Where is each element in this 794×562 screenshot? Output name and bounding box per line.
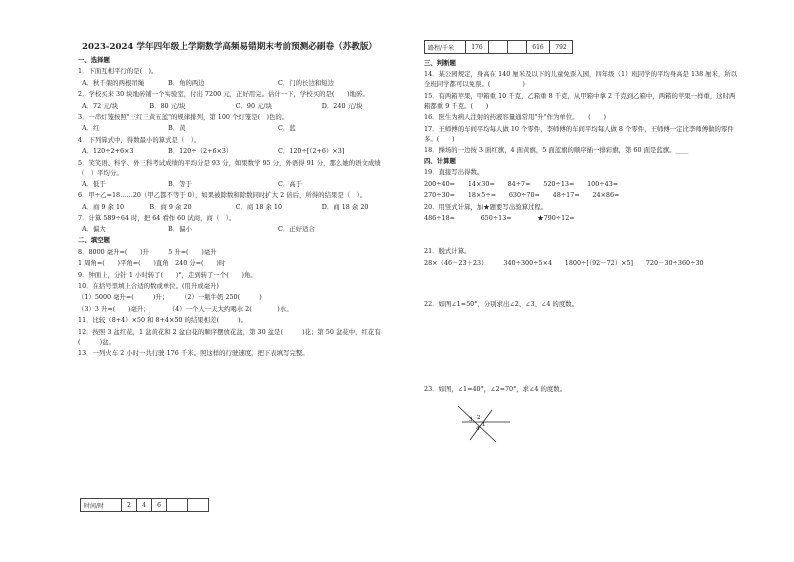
option-text: D．商 18 余 20 <box>321 202 369 211</box>
page-title: 2023-2024 学年四年级上学期数学高频易错期末考前预测必刷卷（苏教版） <box>82 42 378 52</box>
option-text: B．黄 <box>168 124 186 133</box>
option-text: C．高于 <box>278 179 303 188</box>
right-column <box>424 40 764 393</box>
question-text: 1．下面互相平行的是( )。 <box>78 67 158 76</box>
question-text: 6．甲÷乙=18……20（甲乙都不等于 0），如果被除数和除数同时扩大 2 倍后，所得的结果是（ ）。 <box>78 191 367 200</box>
section-heading: 二、填空题 <box>78 236 110 245</box>
angle-label: 1 <box>482 422 486 428</box>
table-cell <box>167 499 188 512</box>
angle-label: 4 <box>476 426 480 432</box>
answer-space <box>424 267 764 297</box>
table-cell <box>508 41 527 54</box>
question-text: 11．比较（8+4）×50 和 8+4×50 的结果相差( )。 <box>78 316 248 325</box>
table-header-cell: 路程/千米 <box>425 41 466 54</box>
question-text: 3．一串灯笼按照"三红三黄五蓝"的规律排列，第 100 个灯笼是( )色的。 <box>78 112 289 121</box>
table-cell: 2 <box>122 499 137 512</box>
question-text: 10．在括号里填上合适的数或单位。(用升或毫升) <box>78 282 219 291</box>
option-text: B．偏小 <box>168 225 192 234</box>
section-heading: 四、计算题 <box>424 156 456 165</box>
question-text: 全班同学都可以免票。( ) <box>424 80 525 89</box>
table-cell: 792 <box>550 41 573 54</box>
option-text: A．红 <box>82 124 100 133</box>
question-text: 箱都重 9 千克。( ) <box>424 101 489 110</box>
answer-options <box>78 102 408 110</box>
left-questions <box>78 56 408 357</box>
question-text: 15．有两箱苹果，甲箱重 10 千克，乙箱重 8 千克，从甲箱中拿 2 千克到乙箱中，两箱的苹果一样重，这时两 <box>424 91 736 100</box>
option-text: C．蓝 <box>278 124 296 133</box>
table-cell: 4 <box>137 499 152 512</box>
option-text: C．120÷[（2+6）×3] <box>278 147 345 156</box>
option-text: B．80 元/块 <box>149 101 186 110</box>
table-row <box>425 41 573 54</box>
table-cell: 6 <box>152 499 167 512</box>
question-text: （ ）平均分。 <box>78 168 123 177</box>
question-text: 14．某公园规定，身高在 140 厘米及以下的儿童免票入园，四年级（1）班同学的平均身高是 138 厘米，所以 <box>424 70 738 79</box>
question-text: 8．8000 毫升=( )升 5 升=( )毫升 <box>78 247 217 256</box>
answer-options <box>78 124 408 132</box>
option-text: C．90 元/块 <box>235 101 272 110</box>
answer-space <box>424 308 764 382</box>
answer-options <box>78 203 408 211</box>
section-heading: 三、判断题 <box>424 59 456 67</box>
question-text: 28×（46－23＋23） 340÷300÷5×4 1800÷[（92－72）×5] 720－30÷360÷30 <box>424 258 704 267</box>
question-text: ( )盆。 <box>78 337 115 346</box>
option-text: B．等于 <box>168 179 192 188</box>
question-text: 7．计算 589÷64 时，把 64 看作 60 试商，商（ ）。 <box>78 214 236 223</box>
section-heading: 一、选择题 <box>78 56 110 64</box>
option-text: A．秋千架的两根吊绳 <box>82 78 145 87</box>
question-text: 20．用竖式计算，加★题要写出验算过程。 <box>424 202 548 211</box>
question-text: 4．下列算式中，得数最小的算式是（ ）。 <box>78 135 201 144</box>
option-text: C．商 18 余 10 <box>235 202 283 211</box>
question-text: 270÷30= 18×5÷= 630÷70= 48÷17= 24×86= <box>424 191 620 200</box>
figure-line-a <box>458 406 496 442</box>
option-text: B．120÷（2+6×3） <box>168 147 233 156</box>
time-table <box>80 498 209 512</box>
question-text: 19．直接写出得数。 <box>424 168 484 177</box>
angle-label: 2 <box>477 415 481 421</box>
left-column <box>78 40 408 357</box>
table-cell: 176 <box>466 41 489 54</box>
table-row <box>81 499 209 512</box>
question-text: 23．如图，∠1=40°，∠2=70°，求∠4 的度数。 <box>424 385 567 394</box>
answer-options <box>78 225 408 233</box>
question-text: （1）5000 毫升=( )升； （2）一瓶牛奶 250( ) <box>78 293 262 302</box>
question-text: 21．脱式计算。 <box>424 247 471 256</box>
question-text: 17．王师傅的车间平均每人做 10 个零件，李师傅的车间平均每人做 8 个零件，王师傅一定比李师傅做的零件 <box>424 124 734 133</box>
question-text: 12．按照 3 盆红花，1 盆黄花和 2 盆白花的顺序摆放花盆，第 30 盆是( )花；第 50 盆花中，红花有 <box>78 327 381 336</box>
table-cell <box>489 41 508 54</box>
question-text: 18．操场的一边按 3 面红旗，4 面黄旗，5 面蓝旗的顺序插一排彩旗，第 60 面是蓝旗。____ <box>424 145 689 154</box>
question-text: 2．学校买来 30 块地砖铺一个实验室，付出 7200 元，正好用完。估计一下，学校买的是( )地砖。 <box>78 90 369 99</box>
option-text: A．低于 <box>82 179 106 188</box>
option-text: C．正好适合 <box>278 225 315 234</box>
question-text: 13．一列火车 2 小时一共行驶 176 千米。照这样的行驶速度，把下表填写完整。 <box>78 348 309 357</box>
answer-options <box>78 79 408 87</box>
question-text: 9．钟面上，分针 1 小时转了( )°，走到转了一个( )角。 <box>78 270 257 279</box>
answer-options <box>78 180 408 188</box>
question-text: 1 周角=( )平角=( )直角 240 分=( )时 <box>78 259 226 268</box>
angle-label: 3 <box>469 417 473 423</box>
option-text: B．角的两边 <box>168 78 205 87</box>
option-text: A．偏大 <box>82 225 106 234</box>
option-text: A．商 9 余 10 <box>82 202 125 211</box>
option-text: A．120÷2+6×3 <box>82 147 134 156</box>
table-cell <box>188 499 209 512</box>
option-text: B．商 9 余 20 <box>149 202 192 211</box>
question-text: 多。( ) <box>424 134 455 143</box>
option-text: D．240 元/块 <box>321 101 363 110</box>
table-cell: 616 <box>527 41 550 54</box>
answer-space <box>424 222 764 244</box>
question-text: 5．笑笑语、科学、外三科考试成绩的平均分是 93 分，如果数学 95 分，外语得 91 分，那么她的语文成绩 <box>78 158 381 167</box>
distance-table <box>424 40 573 54</box>
table-header-cell: 时间/时 <box>81 499 122 512</box>
angle-figure <box>452 400 512 444</box>
question-text: （3）3 升=( )毫升； （4）一个人一天大约喝水 2( )水。 <box>78 304 293 313</box>
question-text: 16．医生为病人注射的药液容量通常用"升"作为单位。 ( ) <box>424 113 606 122</box>
question-text: 200÷40= 14×30= 84÷7= 520÷13= 100÷43= <box>424 179 619 188</box>
option-text: C．门的长边和短边 <box>278 78 335 87</box>
question-text: 22．如图∠1=50°，分别求出∠2、∠3、∠4 的度数。 <box>424 300 578 309</box>
right-questions <box>424 59 764 393</box>
question-text: 486÷18= 650÷13= ★790÷12= <box>424 213 575 222</box>
option-text: A．72 元/块 <box>82 101 119 110</box>
answer-options <box>78 147 408 155</box>
